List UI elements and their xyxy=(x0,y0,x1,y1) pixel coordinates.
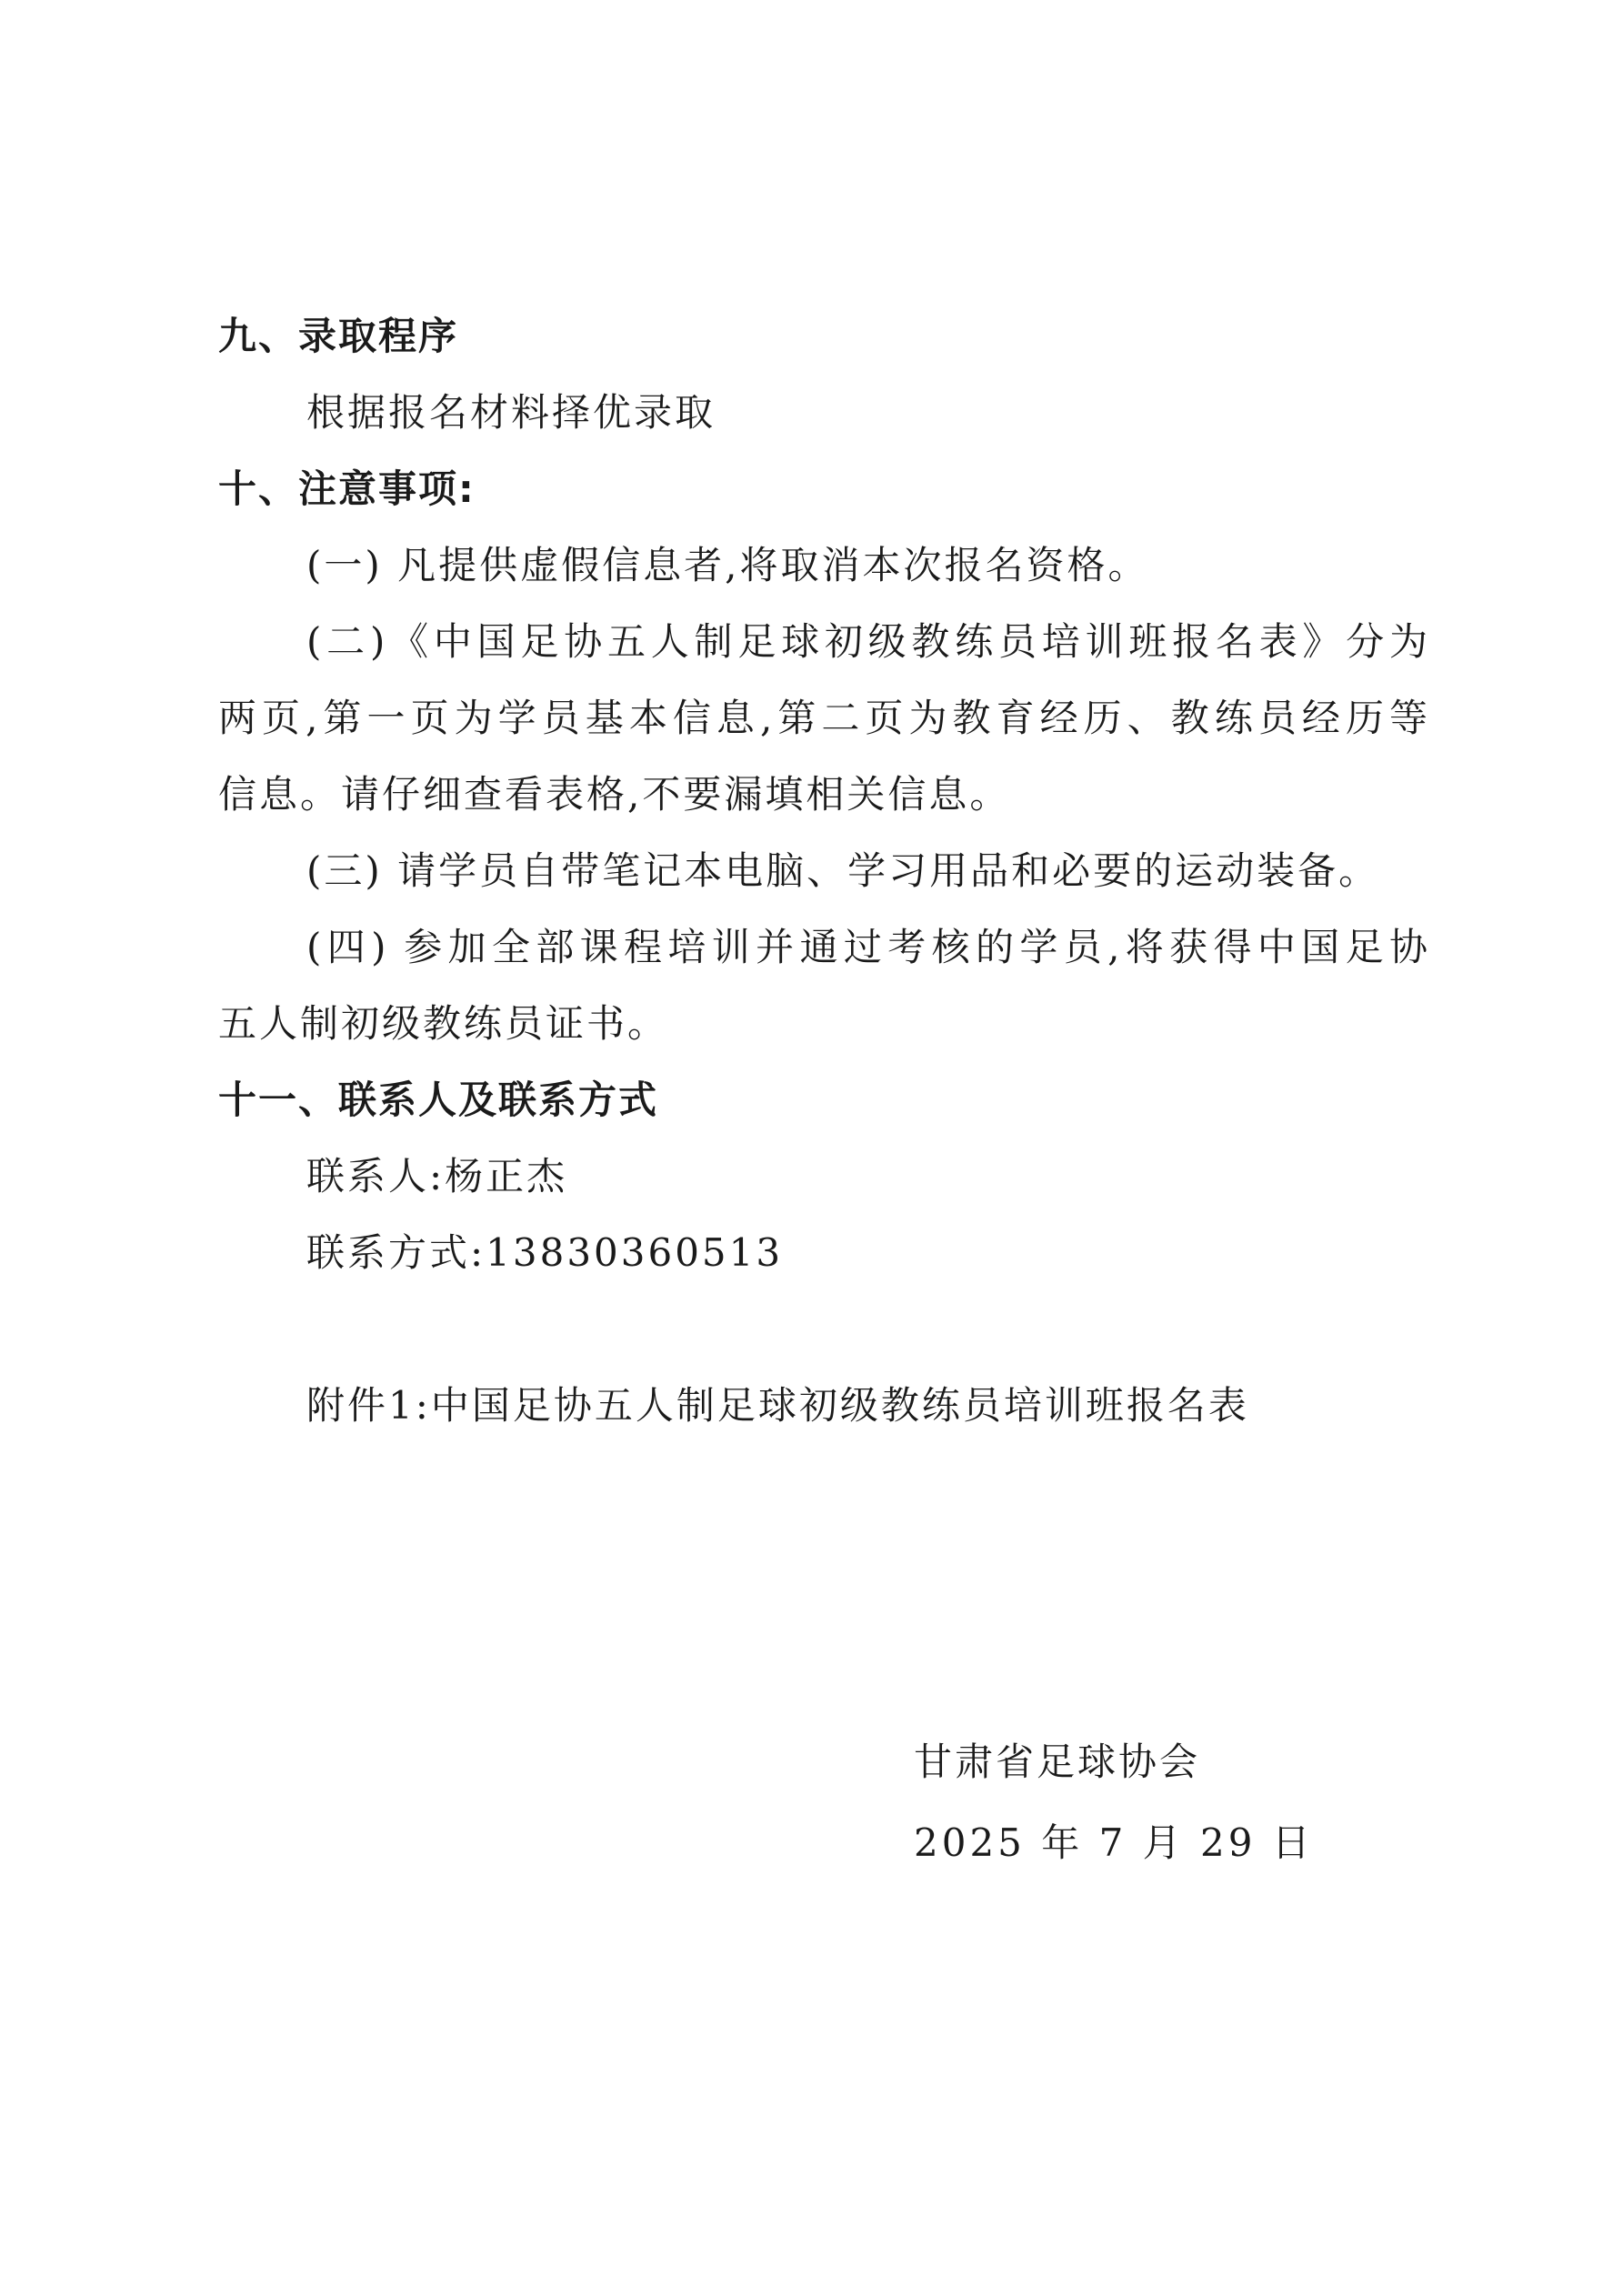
attachment-line: 附件1:中国足协五人制足球初级教练员培训班报名表 xyxy=(306,1383,1249,1428)
notice-item-1: (一) 凡提供虚假信息者,将取消本次报名资格。 xyxy=(306,543,1149,587)
contact-method: 联系方式:13830360513 xyxy=(306,1230,784,1275)
notice-item-2-line-3: 信息。请仔细查看表格,不要漏填相关信息。 xyxy=(218,772,1011,817)
section-9-heading: 九、录取程序 xyxy=(218,314,459,358)
section-9-body: 根据报名材料择优录取 xyxy=(306,390,716,435)
section-11-heading: 十一、联系人及联系方式 xyxy=(218,1078,659,1122)
section-10-heading: 十、注意事项: xyxy=(218,466,476,511)
notice-item-3: (三) 请学员自带笔记本电脑、学习用品和必要的运动装备。 xyxy=(306,848,1380,893)
notice-item-2-line-2: 两页,第一页为学员基本信息,第二页为教育经历、教练员经历等 xyxy=(218,696,1428,740)
issue-date: 2025 年 7 月 29 日 xyxy=(914,1820,1314,1865)
notice-item-2-line-1: (二)《中国足协五人制足球初级教练员培训班报名表》分为 xyxy=(306,619,1428,664)
notice-item-4-line-1: (四) 参加全部课程培训并通过考核的学员,将获得中国足协 xyxy=(306,925,1428,969)
contact-person: 联系人:杨正杰 xyxy=(306,1154,568,1198)
notice-item-4-line-2: 五人制初级教练员证书。 xyxy=(218,1001,669,1046)
issuing-organization: 甘肃省足球协会 xyxy=(914,1740,1201,1784)
